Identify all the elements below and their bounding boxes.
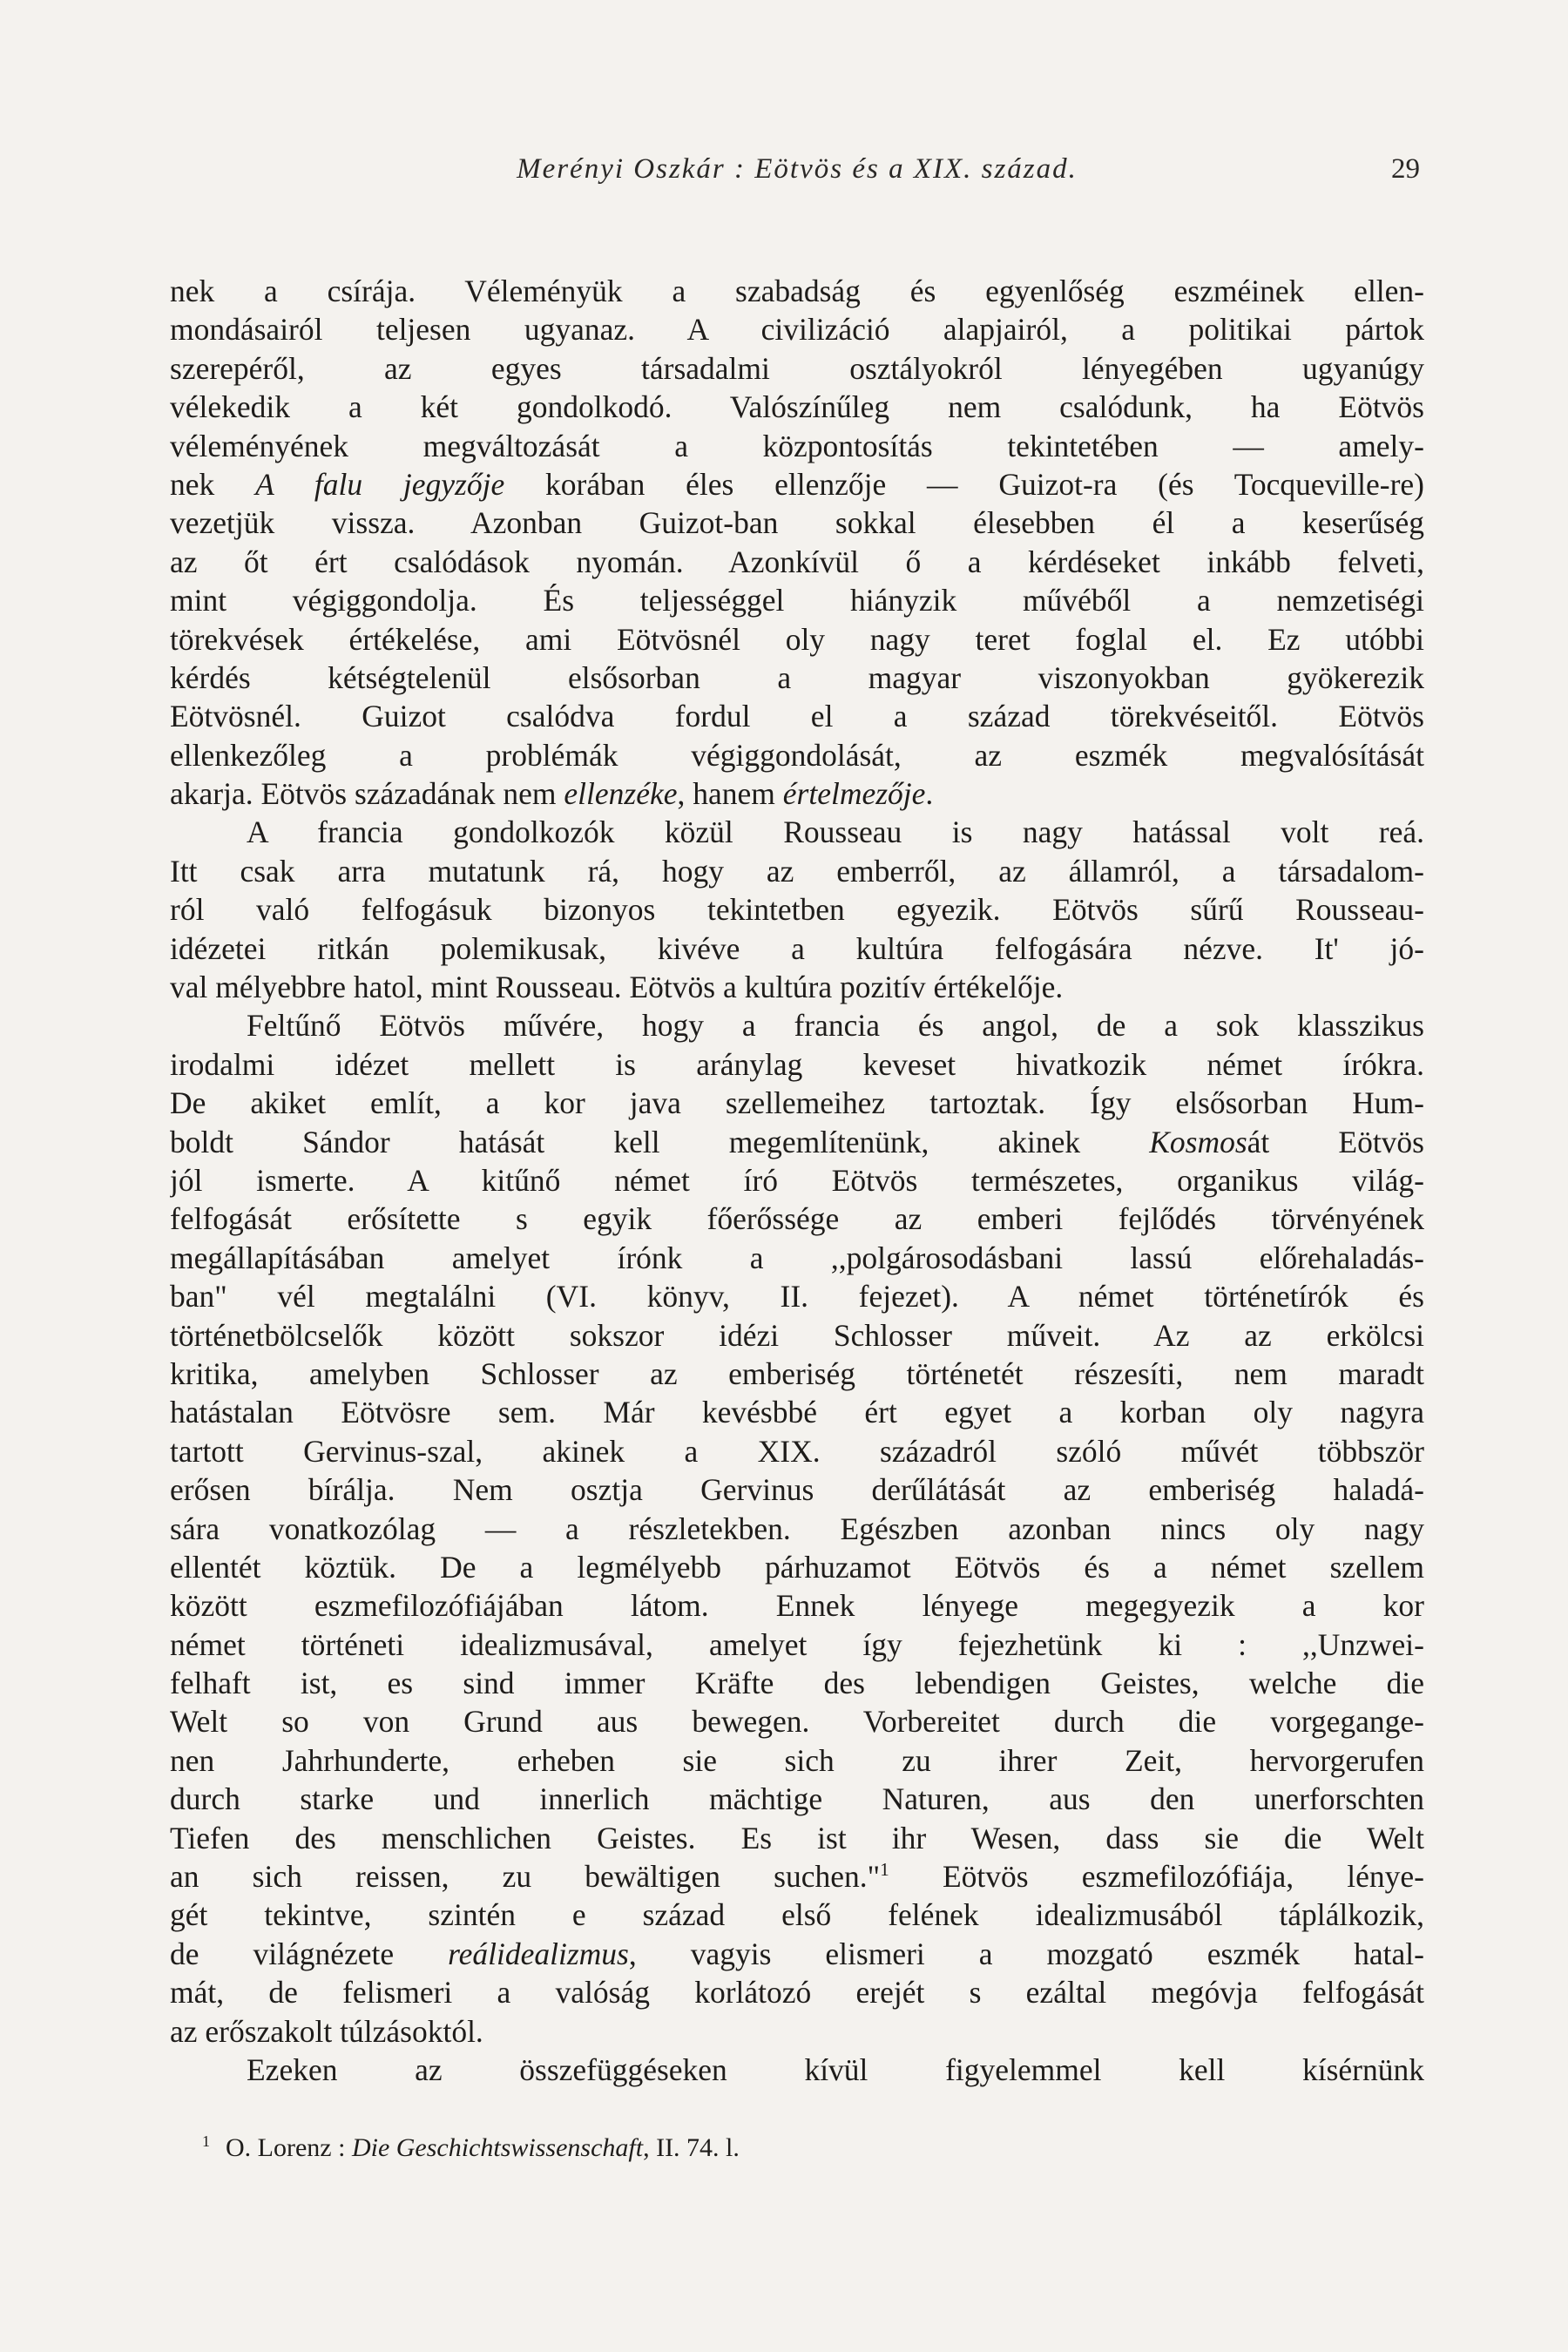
text-line: német történeti idealizmusával, amelyet így fejezhetünk ki : ,,Unzwei- (170, 1626, 1424, 1662)
footnote-reference: 1 (880, 1859, 889, 1881)
text-line: vélekedik a két gondolkodó. Valószínűleg nem csalódunk, ha Eötvös (170, 389, 1424, 425)
running-title: Merényi Oszkár : Eötvös és a XIX. század. (517, 153, 1078, 185)
text-run: át Eötvös (1247, 1124, 1424, 1159)
text-line: megállapításában amelyet írónk a ,,polgárosodásbani lassú előrehaladás- (170, 1240, 1424, 1275)
text-line (170, 1935, 1424, 1973)
footnote-book-title: Die Geschichtswissenschaft (351, 2133, 644, 2162)
text-line: véleményének megváltozását a központosítás tekintetében — amely- (170, 428, 1424, 463)
text-run: Eötvös eszmefilozófiája, lénye- (889, 1859, 1424, 1895)
text-line: irodalmi idézet mellett is aránylag keveset hivatkozik német írókra. (170, 1046, 1424, 1082)
text-line: val mélyebbre hatol, mint Rousseau. Eötvös a kultúra pozitív értékelője. (170, 970, 1064, 1005)
text-line: felhaft ist, es sind immer Kräfte des lebendigen Geistes, welche die (170, 1666, 1424, 1701)
text-line: vezetjük vissza. Azonban Guizot-ban sokkal élesebben él a keserűség (170, 505, 1424, 541)
emphasis: értelmezője (782, 776, 926, 812)
text-line (170, 465, 1424, 504)
text-run: , vagyis elismeri a mozgató eszmék hatal- (628, 1936, 1424, 1971)
text-line: A francia gondolkozók közül Rousseau is nagy hatással volt reá. (247, 814, 1424, 850)
emphasis: reálidealizmus (448, 1936, 629, 1971)
text-line: jól ismerte. A kitűnő német író Eötvös természetes, organikus világ- (170, 1162, 1424, 1198)
text-line: törekvések értékelése, ami Eötvösnél oly nagy teret foglal el. Ez utóbbi (170, 621, 1424, 657)
text-line: kritika, amelyben Schlosser az emberiség történetét részesíti, nem maradt (170, 1355, 1424, 1391)
text-line: az erőszakolt túlzásoktól. (170, 2013, 483, 2049)
text-line: Feltűnő Eötvös művére, hogy a francia és angol, de a sok klasszikus (247, 1008, 1424, 1044)
text-line: mát, de felismeri a valóság korlátozó erejét s ezáltal megóvja felfogását (170, 1975, 1424, 2011)
text-line: Welt so von Grund aus bewegen. Vorbereitet durch die vorgegange- (170, 1704, 1424, 1740)
text-run: . (925, 776, 934, 812)
text-line (170, 1123, 1424, 1161)
text-line: Tiefen des menschlichen Geistes. Es ist ihr Wesen, dass sie die Welt (170, 1820, 1424, 1855)
text-line: ellentét köztük. De a legmélyebb párhuzamot Eötvös és a német szellem (170, 1549, 1424, 1585)
text-run: nek (170, 466, 256, 502)
text-run: de világnézete (170, 1936, 449, 1971)
text-line: ellenkezőleg a problémák végiggondolását, az eszmék megvalósítását (170, 737, 1424, 773)
text-line: ban" vél megtalálni (VI. könyv, II. fejezet). A német történetírók és (170, 1279, 1424, 1315)
text-line: mondásairól teljesen ugyanaz. A civilizáció alapjairól, a politikai pártok (170, 312, 1424, 348)
text-line: szerepéről, az egyes társadalmi osztályokról lényegében ugyanúgy (170, 350, 1424, 386)
text-run: , hanem (677, 776, 783, 812)
text-line: között eszmefilozófiájában látom. Ennek lényege megegyezik a kor (170, 1588, 1424, 1624)
text-line: történetbölcselők között sokszor idézi Schlosser műveit. Az az erkölcsi (170, 1317, 1424, 1353)
text-line: tartott Gervinus-szal, akinek a XIX. századról szóló művét többször (170, 1433, 1424, 1469)
text-line: Ezeken az összefüggéseken kívül figyelemmel kell kísérnünk (247, 2051, 1424, 2087)
text-line: nen Jahrhunderte, erheben sie sich zu ihrer Zeit, hervorgerufen (170, 1742, 1424, 1778)
text-line: hatástalan Eötvösre sem. Már kevésbbé ért egyet a korban oly nagyra (170, 1395, 1424, 1430)
body-text (170, 272, 1424, 2089)
emphasis: ellenzéke (564, 776, 678, 812)
book-title: A falu jegyzője (255, 466, 505, 502)
text-run: boldt Sándor hatását kell megemlítenünk, akinek (170, 1124, 1150, 1159)
footnote-text: O. Lorenz : (226, 2133, 352, 2162)
text-run: akarja. Eötvös századának nem (170, 776, 564, 812)
page-number: 29 (1391, 153, 1420, 185)
text-line: az őt ért csalódások nyomán. Azonkívül ő a kérdéseket inkább felveti, (170, 544, 1424, 579)
text-line: durch starke und innerlich mächtige Naturen, aus den unerforschten (170, 1781, 1424, 1817)
text-line (170, 774, 1424, 813)
text-run: korában éles ellenzője — Guizot-ra (és Tocqueville-re) (504, 466, 1424, 502)
text-line: De akiket említ, a kor java szellemeihez tartoztak. Így elsősorban Hum- (170, 1085, 1424, 1121)
text-line: nek a csírája. Véleményük a szabadság és egyenlőség eszméinek ellen- (170, 274, 1424, 308)
text-line: felfogását erősítette s egyik főerőssége az emberi fejlődés törvényének (170, 1201, 1424, 1237)
text-line: mint végiggondolja. És teljességgel hiányzik művéből a nemzetiségi (170, 583, 1424, 618)
footnote-text: , II. 74. l. (643, 2133, 740, 2162)
text-line: idézetei ritkán polemikusak, kivéve a kultúra felfogására nézve. It' jó- (170, 930, 1424, 966)
text-line: Eötvösnél. Guizot csalódva fordul el a század törekvéseitől. Eötvös (170, 699, 1424, 734)
text-line: Itt csak arra mutatunk rá, hogy az emberről, az államról, a társadalom- (170, 853, 1424, 889)
text-line (170, 1857, 1424, 1896)
footnote-marker: 1 (202, 2132, 210, 2150)
footnote (202, 2131, 1247, 2166)
text-line: gét tekintve, szintén e század első felének idealizmusából táplálkozik, (170, 1897, 1424, 1933)
book-title: Kosmos (1149, 1124, 1247, 1159)
text-line: erősen bírálja. Nem osztja Gervinus derűlátását az emberiség haladá- (170, 1472, 1424, 1508)
running-head (174, 146, 1420, 199)
text-line: ról való felfogásuk bizonyos tekintetben egyezik. Eötvös sűrű Rousseau- (170, 892, 1424, 928)
text-run: an sich reissen, zu bewältigen suchen." (170, 1859, 881, 1895)
text-line: kérdés kétségtelenül elsősorban a magyar viszonyokban gyökerezik (170, 659, 1424, 695)
text-line: sára vonatkozólag — a részletekben. Egészben azonban nincs oly nagy (170, 1511, 1424, 1546)
